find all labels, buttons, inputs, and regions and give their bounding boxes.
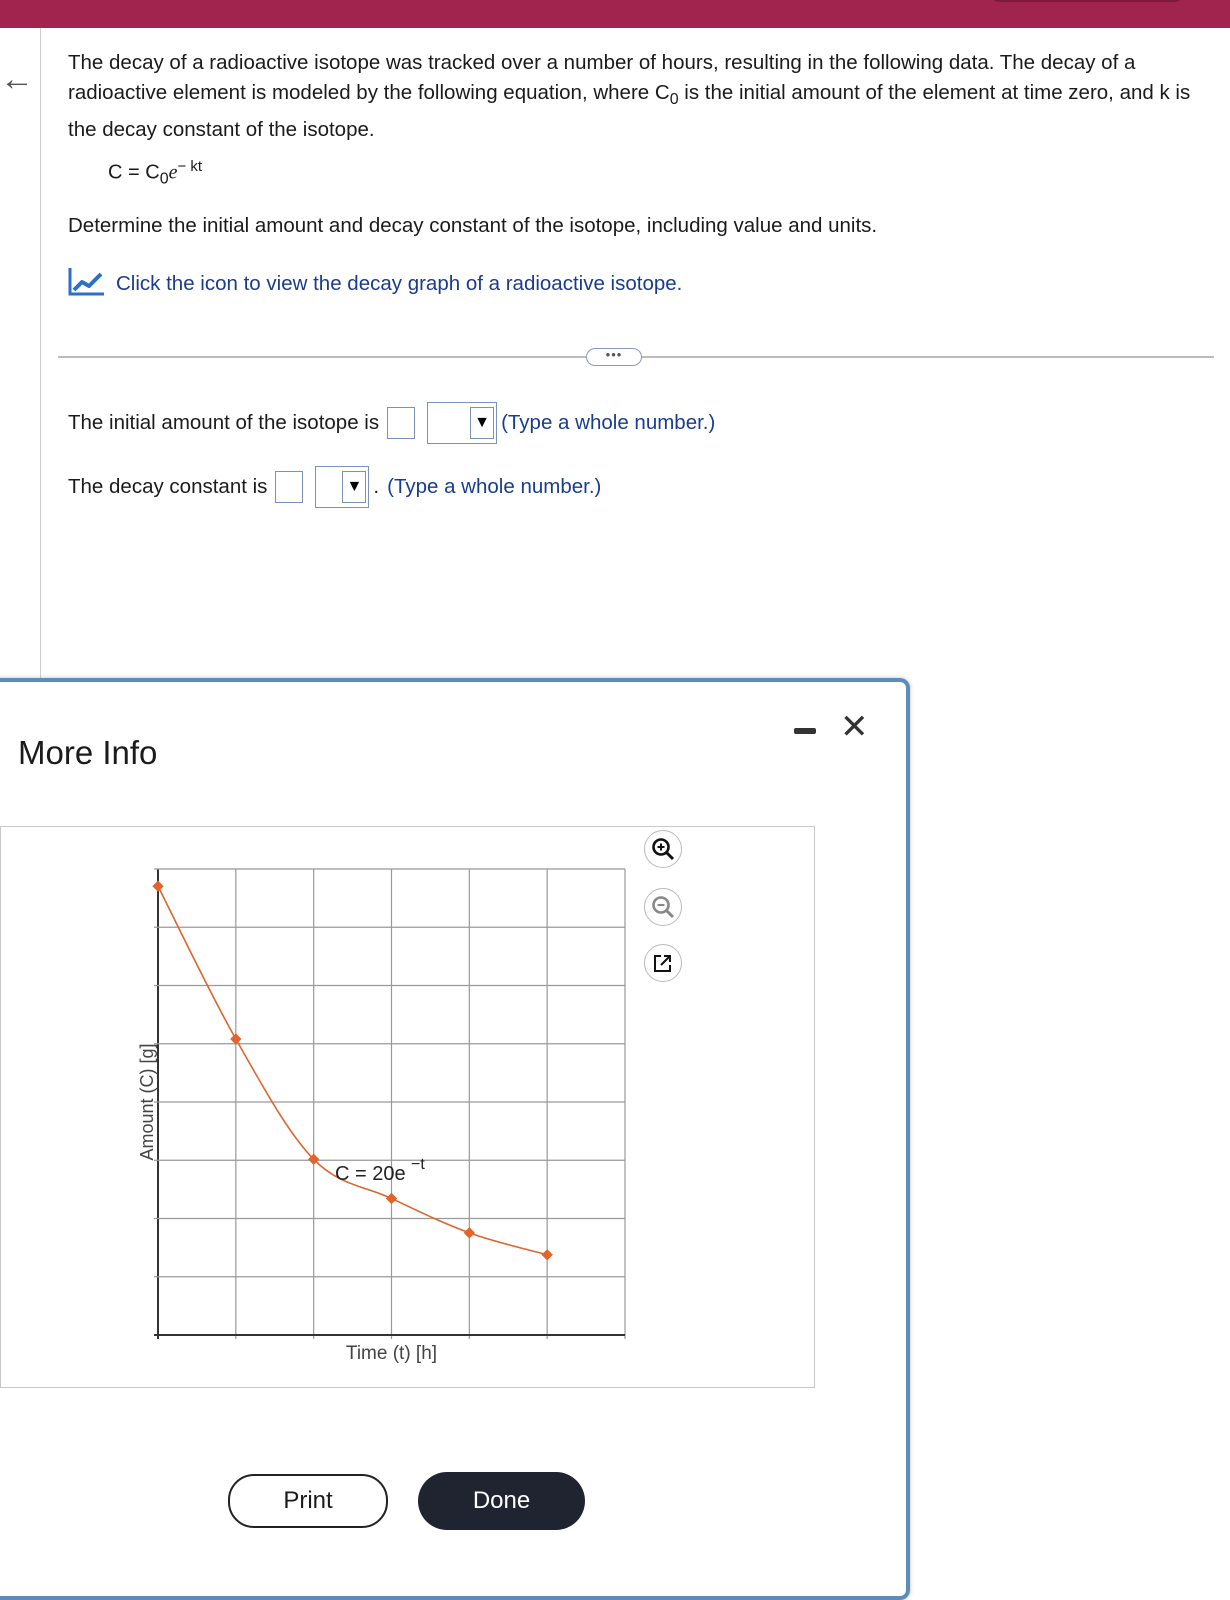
x-axis-label: Time (t) [h] xyxy=(345,1343,438,1364)
dropdown-arrow-icon[interactable]: ▼ xyxy=(470,407,494,439)
series-line xyxy=(158,886,547,1255)
question-text: The decay of a radioactive isotope was tracked over a number of hours, resulting in the following data. The decay of a radioactive element is modeled by the following equation, where $C_0$ is the initial amount of the element at time zero, and k is the decay constant of the isotope. xyxy=(68,51,1191,142)
initial-hint: (Type a whole number.) xyxy=(501,411,716,434)
dropdown-arrow-icon[interactable]: ▼ xyxy=(342,471,366,503)
graph-link-text[interactable]: Click the icon to view the decay graph of a radioactive isotope. xyxy=(116,272,683,295)
done-button[interactable]: Done xyxy=(418,1472,585,1530)
curve-annotation-exponent: −t xyxy=(411,1156,425,1173)
left-rule xyxy=(40,28,41,678)
close-icon[interactable]: ✕ xyxy=(840,708,869,746)
y-axis-label: Amount (C) [g] xyxy=(137,1043,157,1161)
determine-instructions: Determine the initial amount and decay constant of the isotope, including value and units. xyxy=(68,214,878,237)
data-point xyxy=(464,1227,475,1238)
decay-chart xyxy=(1,827,814,1387)
initial-amount-row xyxy=(68,402,715,444)
decay-constant-input[interactable] xyxy=(275,471,303,503)
graph-icon[interactable] xyxy=(68,266,106,302)
top-bar xyxy=(0,0,1230,28)
zoom-in-icon[interactable] xyxy=(644,830,682,868)
data-point xyxy=(152,881,163,892)
initial-amount-input[interactable] xyxy=(387,407,415,439)
zoom-out-icon[interactable] xyxy=(644,888,682,926)
print-button[interactable]: Print xyxy=(228,1474,388,1528)
top-bar-button[interactable] xyxy=(992,0,1182,2)
decay-constant-label: The decay constant is xyxy=(68,475,268,498)
data-point xyxy=(230,1033,241,1044)
data-point xyxy=(542,1249,553,1260)
minimize-icon[interactable] xyxy=(794,728,816,734)
decay-hint: (Type a whole number.) xyxy=(387,475,602,498)
open-external-icon[interactable] xyxy=(644,944,682,982)
back-arrow-icon[interactable]: ← xyxy=(0,60,34,98)
more-info-dialog xyxy=(0,678,910,1600)
curve-annotation: C = 20e xyxy=(335,1163,406,1185)
decay-equation: $C = C_0e^{- kt}$ xyxy=(108,158,203,188)
expand-button[interactable]: ••• xyxy=(586,348,642,366)
decay-constant-row xyxy=(68,466,601,508)
dialog-title: More Info xyxy=(18,734,158,771)
initial-amount-label: The initial amount of the isotope is xyxy=(68,411,380,434)
data-point xyxy=(386,1193,397,1204)
decay-separator: . xyxy=(373,475,380,498)
graph-link[interactable] xyxy=(68,266,682,302)
plot-panel xyxy=(0,826,815,1388)
initial-units-select[interactable] xyxy=(427,402,497,444)
decay-units-select[interactable] xyxy=(315,466,369,508)
